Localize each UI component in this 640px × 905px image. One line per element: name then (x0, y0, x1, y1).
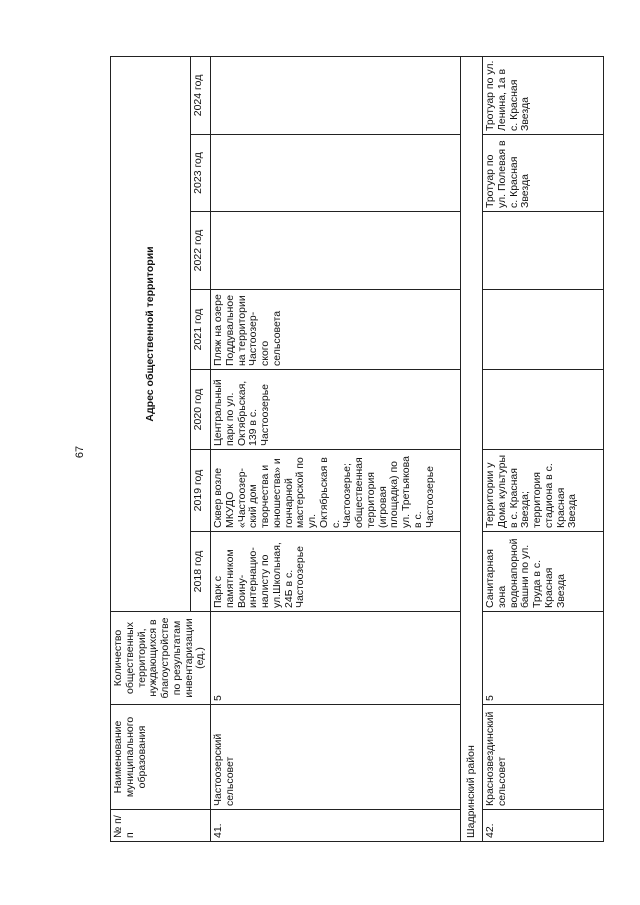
district-name: Шадринский район (461, 56, 483, 841)
header-address-group: Адрес общественной территории (111, 56, 191, 611)
header-year-2020: 2020 год (191, 370, 211, 450)
row-2021 (483, 290, 604, 370)
row-num: 41. (211, 810, 461, 842)
row-2024 (211, 56, 461, 134)
district-row (461, 56, 483, 841)
table-row (211, 56, 461, 841)
header-year-2019: 2019 год (191, 450, 211, 532)
row-2023 (211, 135, 461, 212)
row-2020 (483, 370, 604, 450)
row-2021: Пляж на озере Поддувальное на территории Частоозер-ского сельсовета (211, 290, 461, 370)
header-num: № п/п (111, 810, 211, 842)
row-municipality: Частоозерский сельсовет (211, 705, 461, 810)
row-2024: Тротуар по ул. Ленина, 1а в с. Красная Звезда (483, 56, 604, 134)
header-count: Количество общественных территорий, нуждающихся в благоустройстве по результатам инвентаризации (ед.) (111, 612, 211, 705)
table-row (483, 56, 604, 841)
header-year-2018: 2018 год (191, 532, 211, 612)
page-number: 67 (74, 445, 86, 459)
row-2022 (211, 212, 461, 290)
row-2023: Тротуар по ул. Полевая в с. Красная Звезда (483, 135, 604, 212)
row-count: 5 (211, 612, 461, 705)
public-territories-table (110, 56, 604, 842)
header-year-2024: 2024 год (191, 56, 211, 134)
row-count: 5 (483, 612, 604, 705)
row-2018: Парк с памятником Воину-интернацио-налисту по ул.Школьная, 24Б в с. Частоозерье (211, 532, 461, 612)
row-2020: Центральный парк по ул. Октябрьская, 139 в с. Частоозерье (211, 370, 461, 450)
row-num: 42. (483, 810, 604, 842)
row-2019: Территории у Дома культуры в с. Красная Звезда; территория стадиона в с. Красная Звезда (483, 450, 604, 532)
header-year-2023: 2023 год (191, 135, 211, 212)
row-municipality: Краснозвездинский сельсовет (483, 705, 604, 810)
header-municipality: Наименование муниципального образования (111, 705, 211, 810)
row-2022 (483, 212, 604, 290)
rotated-table-container (110, 57, 603, 842)
header-year-2022: 2022 год (191, 212, 211, 290)
row-2019: Сквер возле МКУДО «Частоозер-ский дом творчества и юношества» и гончарной мастерской по ул. Октябрьская в с. Частоозерье; общественная территория (игровая площадка) по ул. Третьякова в с. Частоозерье (211, 450, 461, 532)
header-row-1 (111, 56, 191, 841)
header-year-2021: 2021 год (191, 290, 211, 370)
row-2018: Санитарная зона водонапорной башни по ул. Труда в с. Красная Звезда (483, 532, 604, 612)
